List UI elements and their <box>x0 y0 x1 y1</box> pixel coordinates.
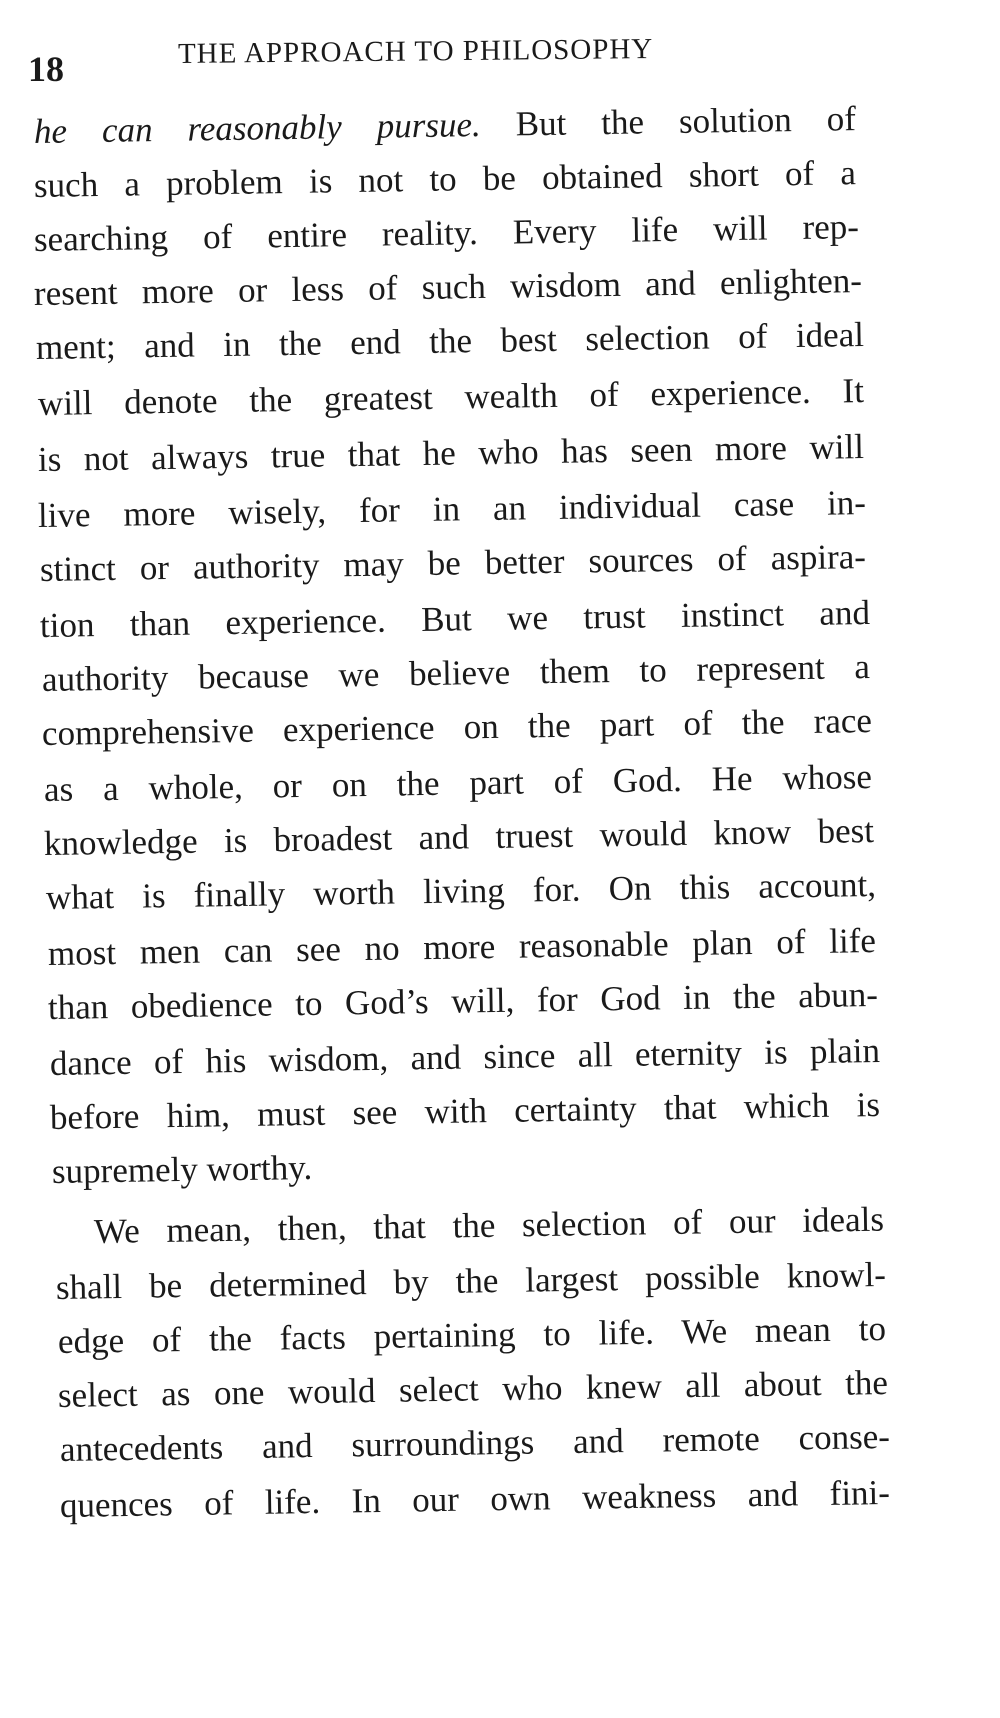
text-line: dance of his wisdom, and since all eternity is plain <box>49 1030 881 1083</box>
text-line: is not always true that he who has seen more will <box>37 427 865 479</box>
text-line: comprehensive experience on the part of the race <box>41 700 873 753</box>
text-line: stinct or authority may be better sources of aspira- <box>39 537 867 589</box>
text-line: antecedents and surroundings and remote conse- <box>59 1416 891 1469</box>
text-line: supremely worthy. <box>51 1147 313 1191</box>
text-line: what is finally worth living for. On this account, <box>45 864 877 917</box>
text-line: ment; and in the end the best selection of ideal <box>35 314 865 367</box>
text-line: live more wisely, for in an individual case in- <box>37 482 867 535</box>
text-line: will denote the greatest wealth of experience. It <box>37 371 865 423</box>
text-line: knowledge is broadest and truest would know best <box>43 810 875 863</box>
text-line: most men can see no more reasonable plan of life <box>47 920 877 973</box>
text-line-rest: But the solution of <box>480 99 857 144</box>
text-line: as a whole, or on the part of God. He whose <box>43 756 873 809</box>
text-line: shall be determined by the largest possible knowl- <box>55 1254 887 1307</box>
text-line: searching of entire reality. Every life will rep- <box>33 207 860 259</box>
text-line: We mean, then, that the selection of our ideals <box>93 1199 885 1251</box>
text-line: than obedience to God’s will, for God in the abun- <box>47 974 879 1027</box>
text-line: resent more or less of such wisdom and enlighten- <box>33 260 863 313</box>
text-line: quences of life. In our own weakness and fini- <box>59 1472 891 1525</box>
text-line: before him, must see with certainty that which is <box>49 1084 881 1137</box>
text-line: such a problem is not to be obtained short of a <box>33 153 857 205</box>
italic-phrase: he can reasonably pursue. <box>33 104 482 151</box>
text-line <box>34 99 857 152</box>
text-line: authority because we believe them to represent a <box>41 646 871 699</box>
page-number: 18 <box>28 49 64 89</box>
running-title: THE APPROACH TO PHILOSOPHY <box>177 33 654 70</box>
text-line: tion than experience. But we trust instinct and <box>39 592 871 645</box>
page-header <box>28 28 958 88</box>
text-line: select as one would select who knew all about the <box>57 1362 889 1415</box>
text-line: edge of the facts pertaining to life. We mean to <box>57 1308 887 1361</box>
